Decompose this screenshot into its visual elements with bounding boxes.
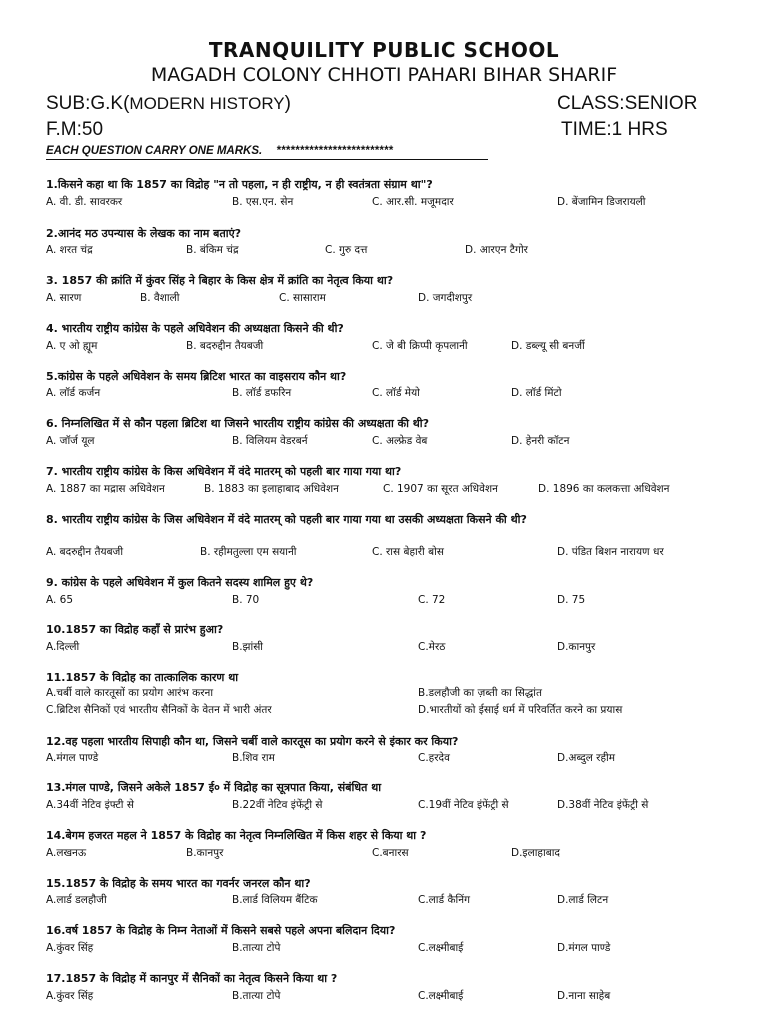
q2-option-d: D. आरएन टैगोर: [465, 244, 528, 256]
q3-option-d: D. जगदीशपुर: [418, 292, 473, 304]
question-16: 16.वर्ष 1857 के विद्रोह के निम्न नेताओं में किसने सबसे पहले अपना बलिदान दिया?: [46, 924, 396, 937]
q5-option-a: A. लॉर्ड कर्जन: [46, 387, 101, 399]
subject-suffix: ): [284, 93, 291, 114]
question-1: 1.किसने कहा था कि 1857 का विद्रोह "न तो पहला, न ही राष्ट्रीय, न ही स्वतंत्रता संग्राम था"?: [46, 178, 433, 191]
q2-option-b: B. बंकिम चंद्र: [186, 244, 239, 256]
q17-option-c: C.लक्ष्मीबाई: [418, 990, 464, 1002]
q12-option-b: B.शिव राम: [232, 752, 275, 764]
q4-option-b: B. बदरुद्दीन तैयबजी: [186, 340, 264, 352]
question-14: 14.बेगम हजरत महल ने 1857 के विद्रोह का नेतृत्व निम्नलिखित में किस शहर से किया था ?: [46, 829, 427, 842]
question-17: 17.1857 के विद्रोह में कानपुर में सैनिकों का नेतृत्व किसने किया था ?: [46, 972, 338, 985]
q6-option-a: A. जॉर्ज यूल: [46, 435, 95, 447]
question-3: 3. 1857 की क्रांति में कुंवर सिंह ने बिहार के किस क्षेत्र में क्रांति का नेतृत्व किया था?: [46, 274, 394, 287]
q3-option-a: A. सारण: [46, 292, 82, 304]
q3-option-b: B. वैशाली: [140, 292, 180, 304]
q11-option-d: D.भारतीयों को ईसाई धर्म में परिवर्तित करने का प्रयास: [418, 704, 623, 716]
q10-option-b: B.झांसी: [232, 641, 264, 653]
q2-option-c: C. गुरु दत्त: [325, 244, 368, 256]
q10-option-c: C.मेरठ: [418, 641, 446, 653]
q8-option-d: D. पंडित बिशन नारायण धर: [557, 546, 664, 558]
q7-option-a: A. 1887 का मद्रास अधिवेशन: [46, 483, 165, 495]
q1-option-b: B. एस.एन. सेन: [232, 196, 294, 208]
q17-option-a: A.कुंवर सिंह: [46, 990, 94, 1002]
q12-option-c: C.हरदेव: [418, 752, 450, 764]
q7-option-d: D. 1896 का कलकत्ता अधिवेशन: [538, 483, 670, 495]
q4-option-a: A. ए ओ ह्यूम: [46, 340, 98, 352]
q17-option-b: B.तात्या टोपे: [232, 990, 281, 1002]
q8-option-b: B. रहीमतुल्ला एम सयानी: [200, 546, 297, 558]
q9-option-a: A. 65: [46, 594, 74, 606]
q5-option-d: D. लॉर्ड मिंटो: [511, 387, 562, 399]
q10-option-a: A.दिल्ली: [46, 641, 80, 653]
question-8: 8. भारतीय राष्ट्रीय कांग्रेस के जिस अधिवेशन में वंदे मातरम् को पहली बार गाया गया था उसकी अध्यक्षता किसने की थी?: [46, 513, 527, 526]
q14-option-b: B.कानपुर: [186, 847, 224, 859]
time-label: TIME:1 HRS: [561, 119, 668, 140]
instruction-line: [46, 145, 393, 157]
q16-option-b: B.तात्या टोपे: [232, 942, 281, 954]
q8-option-c: C. रास बेहारी बोस: [372, 546, 444, 558]
q4-option-d: D. डब्ल्यू सी बनर्जी: [511, 340, 585, 352]
instruction-text: EACH QUESTION CARRY ONE MARKS.: [46, 145, 263, 157]
q9-option-b: B. 70: [232, 594, 260, 606]
q14-option-a: A.लखनऊ: [46, 847, 87, 859]
question-5: 5.कांग्रेस के पहले अधिवेशन के समय ब्रिटिश भारत का वाइसराय कौन था?: [46, 370, 347, 383]
q9-option-d: D. 75: [557, 594, 586, 606]
q13-option-d: D.38वीं नेटिव इंफेंट्री से: [557, 799, 649, 811]
q1-option-d: D. बेंजामिन डिजरायली: [557, 196, 646, 208]
school-name: TRANQUILITY PUBLIC SCHOOL: [208, 38, 560, 62]
q10-option-d: D.कानपुर: [557, 641, 596, 653]
q4-option-c: C. जे बी क्रिप्पी कृपलानी: [372, 340, 468, 352]
q15-option-d: D.लार्ड लिटन: [557, 894, 609, 906]
q13-option-a: A.34वीं नेटिव इंफ्टी से: [46, 799, 134, 811]
q11-option-c: C.ब्रिटिश सैनिकों एवं भारतीय सैनिकों के वेतन में भारी अंतर: [46, 704, 272, 716]
question-13: 13.मंगल पाण्डे, जिसने अकेले 1857 ई० में विद्रोह का सूत्रपात किया, संबंधित था: [46, 781, 382, 794]
question-4: 4. भारतीय राष्ट्रीय कांग्रेस के पहले अधिवेशन की अध्यक्षता किसने की थी?: [46, 322, 344, 335]
q8-option-a: A. बदरुद्दीन तैयबजी: [46, 546, 124, 558]
q5-option-c: C. लॉर्ड मेयो: [372, 387, 420, 399]
question-11: 11.1857 के विद्रोह का तात्कालिक कारण था: [46, 671, 239, 684]
q3-option-c: C. सासाराम: [279, 292, 326, 304]
q17-option-d: D.नाना साहेब: [557, 990, 611, 1002]
subject-topic: MODERN HISTORY: [129, 94, 285, 113]
q14-option-c: C.बनारस: [372, 847, 409, 859]
q11-option-a: A.चर्बी वाले कारतूसों का प्रयोग आरंभ करना: [46, 687, 214, 699]
q15-option-c: C.लार्ड कैनिंग: [418, 894, 470, 906]
q5-option-b: B. लॉर्ड डफरिन: [232, 387, 292, 399]
q16-option-a: A.कुंवर सिंह: [46, 942, 94, 954]
question-7: 7. भारतीय राष्ट्रीय कांग्रेस के किस अधिवेशन में वंदे मातरम् को पहली बार गाया गया था?: [46, 465, 402, 478]
q7-option-c: C. 1907 का सूरत अधिवेशन: [383, 483, 498, 495]
question-9: 9. कांग्रेस के पहले अधिवेशन में कुल कितने सदस्य शामिल हुए थे?: [46, 576, 314, 589]
q15-option-a: A.लार्ड डलहौजी: [46, 894, 107, 906]
question-15: 15.1857 के विद्रोह के समय भारत का गवर्नर जनरल कौन था?: [46, 877, 311, 890]
q6-option-b: B. विलियम वेडरबर्न: [232, 435, 308, 447]
q13-option-b: B.22वीं नेटिव इंफेंट्री से: [232, 799, 323, 811]
q11-option-b: B.डलहौजी का ज़ब्ती का सिद्धांत: [418, 687, 542, 699]
q6-option-c: C. अल्फ्रेड वेब: [372, 435, 428, 447]
q6-option-d: D. हेनरी कॉटन: [511, 435, 570, 447]
full-marks-label: F.M:50: [46, 119, 104, 140]
instruction-stars: *************************: [276, 145, 394, 157]
subject-prefix: SUB:G.K(: [46, 93, 130, 114]
question-10: 10.1857 का विद्रोह कहाँ से प्रारंभ हुआ?: [46, 623, 224, 636]
q2-option-a: A. शरत चंद्र: [46, 244, 93, 256]
q13-option-c: C.19वीं नेटिव इंफेंट्री से: [418, 799, 509, 811]
q12-option-a: A.मंगल पाण्डे: [46, 752, 99, 764]
question-6: 6. निम्नलिखित में से कौन पहला ब्रिटिश था जिसने भारतीय राष्ट्रीय कांग्रेस की अध्यक्षता की थी?: [46, 417, 430, 430]
q16-option-c: C.लक्ष्मीबाई: [418, 942, 464, 954]
class-label: CLASS:SENIOR: [557, 93, 698, 114]
question-2: 2.आनंद मठ उपन्यास के लेखक का नाम बताएं?: [46, 227, 242, 240]
q14-option-d: D.इलाहाबाद: [511, 847, 561, 859]
subject-line: [46, 93, 291, 115]
q15-option-b: B.लार्ड विलियम बैंटिक: [232, 894, 318, 906]
q9-option-c: C. 72: [418, 594, 446, 606]
school-address: MAGADH COLONY CHHOTI PAHARI BIHAR SHARIF: [150, 64, 618, 86]
q16-option-d: D.मंगल पाण्डे: [557, 942, 611, 954]
question-12: 12.वह पहला भारतीय सिपाही कौन था, जिसने चर्बी वाले कारतूस का प्रयोग करने से इंकार कर किया?: [46, 735, 459, 748]
q1-option-c: C. आर.सी. मजूमदार: [372, 196, 454, 208]
instruction-underline: [46, 159, 488, 160]
q1-option-a: A. वी. डी. सावरकर: [46, 196, 123, 208]
q7-option-b: B. 1883 का इलाहाबाद अधिवेशन: [204, 483, 339, 495]
q12-option-d: D.अब्दुल रहीम: [557, 752, 616, 764]
